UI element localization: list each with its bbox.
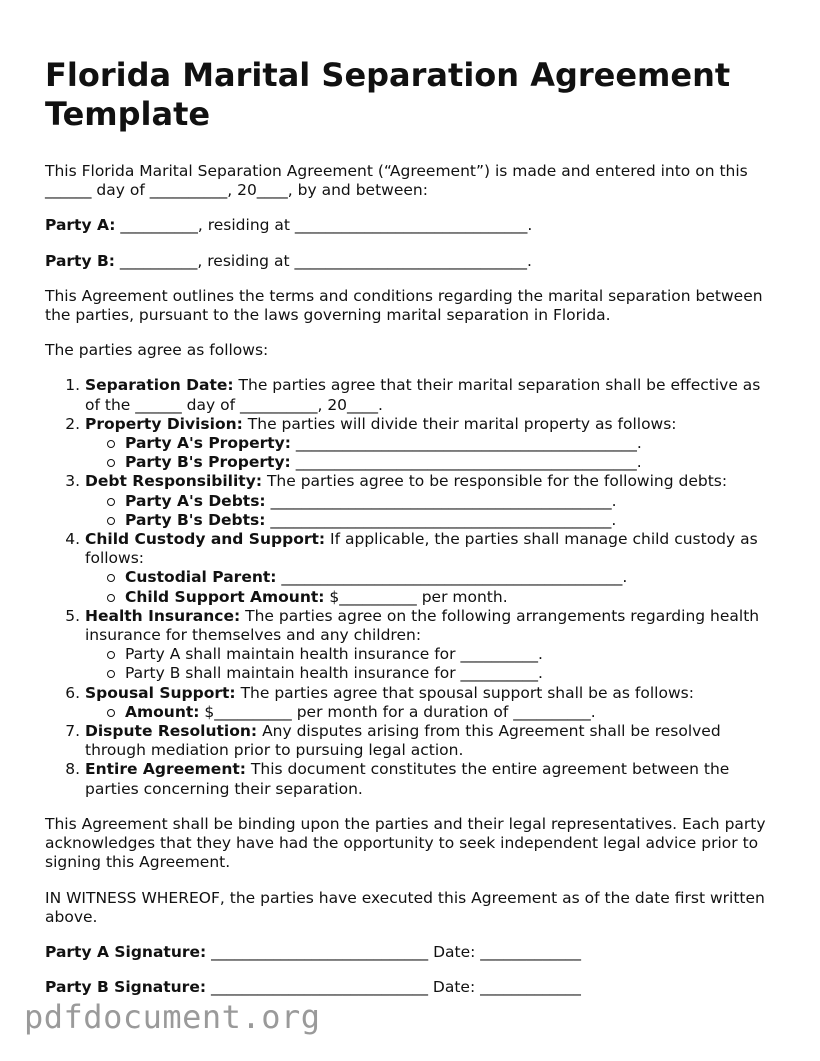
sub-label: Custodial Parent: bbox=[125, 568, 277, 587]
sub-item bbox=[125, 703, 780, 722]
term-spousal-support bbox=[85, 684, 780, 722]
watermark: pdfdocument.org bbox=[24, 998, 321, 1036]
sub-label: Party B's Property: bbox=[125, 453, 291, 472]
signature-text: ____________________________ Date: _____________ bbox=[206, 942, 582, 961]
sub-text: $__________ per month for a duration of __________. bbox=[199, 702, 596, 721]
sub-text: Party B shall maintain health insurance for __________. bbox=[125, 664, 543, 683]
term-label: Entire Agreement: bbox=[85, 760, 246, 779]
sub-text: ____________________________________________. bbox=[265, 491, 617, 510]
term-text: If applicable, the parties shall manage child custody as follows: bbox=[85, 530, 758, 568]
witness-paragraph: IN WITNESS WHEREOF, the parties have executed this Agreement as of the date first written above. bbox=[45, 888, 765, 926]
term-dispute-resolution bbox=[85, 722, 780, 760]
sub-item bbox=[125, 568, 780, 587]
term-text: The parties agree to be responsible for the following debts: bbox=[262, 472, 728, 491]
term-text: Any disputes arising from this Agreement shall be resolved through mediation prior to pursuing legal action. bbox=[85, 722, 721, 760]
sub-label: Amount: bbox=[125, 702, 200, 721]
party-a-line bbox=[45, 216, 780, 235]
terms-list bbox=[45, 376, 780, 798]
sub-label: Party A's Property: bbox=[125, 434, 291, 453]
term-text: The parties agree that spousal support shall be as follows: bbox=[235, 683, 694, 702]
sub-list bbox=[85, 434, 780, 472]
binding-paragraph: This Agreement shall be binding upon the parties and their legal representatives. Each party acknowledges that they have had the opportunity to seek independent legal advice prior to signing this Agreement. bbox=[45, 814, 766, 872]
sub-text: ____________________________________________. bbox=[276, 568, 628, 587]
term-entire-agreement bbox=[85, 760, 780, 798]
sub-label: Party B's Debts: bbox=[125, 510, 266, 529]
term-label: Property Division: bbox=[85, 414, 243, 433]
party-b-label: Party B: bbox=[45, 251, 115, 270]
sub-text: Party A shall maintain health insurance for __________. bbox=[125, 645, 543, 664]
sub-label: Child Support Amount: bbox=[125, 587, 325, 606]
sub-item bbox=[125, 434, 780, 453]
term-label: Health Insurance: bbox=[85, 606, 241, 625]
sub-list bbox=[85, 568, 780, 606]
document-page bbox=[45, 56, 780, 1013]
sub-list bbox=[85, 492, 780, 530]
term-child-custody bbox=[85, 530, 780, 607]
term-text: The parties will divide their marital property as follows: bbox=[242, 414, 677, 433]
agree-intro: The parties agree as follows: bbox=[45, 341, 269, 360]
sub-text: $__________ per month. bbox=[324, 587, 508, 606]
party-a-label: Party A: bbox=[45, 216, 116, 235]
term-text: The parties agree on the following arrangements regarding health insurance for themselves and any children: bbox=[85, 606, 760, 645]
term-label: Debt Responsibility: bbox=[85, 472, 263, 491]
term-separation-date bbox=[85, 376, 780, 414]
sub-text: ____________________________________________. bbox=[290, 434, 642, 453]
signature-label: Party B Signature: bbox=[45, 978, 207, 997]
term-text: The parties agree that their marital separation shall be effective as of the ______ day of __________, 20____. bbox=[85, 376, 761, 414]
term-label: Dispute Resolution: bbox=[85, 722, 258, 741]
sub-item bbox=[125, 588, 780, 607]
term-text: This document constitutes the entire agreement between the parties concerning their separation. bbox=[85, 760, 730, 798]
party-a-text: __________, residing at ______________________________. bbox=[115, 216, 533, 235]
signature-text: ____________________________ Date: _____________ bbox=[206, 978, 581, 997]
party-b-line bbox=[45, 252, 780, 271]
document-title: Florida Marital Separation Agreement Template bbox=[45, 56, 731, 133]
sub-item bbox=[125, 645, 780, 664]
signature-line-b bbox=[45, 978, 780, 997]
sub-item bbox=[125, 453, 780, 472]
sub-text: ____________________________________________. bbox=[265, 510, 617, 529]
sub-label: Party A's Debts: bbox=[125, 491, 266, 510]
outline-paragraph: This Agreement outlines the terms and conditions regarding the marital separation between the parties, pursuant to the laws governing marital separation in Florida. bbox=[45, 286, 763, 325]
term-health-insurance bbox=[85, 607, 780, 684]
sub-item bbox=[125, 511, 780, 530]
intro-paragraph: This Florida Marital Separation Agreement (“Agreement”) is made and entered into on this ______ day of __________, 20____, by and between: bbox=[45, 162, 748, 200]
sub-list bbox=[85, 645, 780, 683]
term-debt-responsibility bbox=[85, 472, 780, 530]
term-label: Separation Date: bbox=[85, 376, 234, 395]
term-label: Child Custody and Support: bbox=[85, 530, 326, 549]
signature-line-a bbox=[45, 943, 780, 962]
sub-item bbox=[125, 664, 780, 683]
sub-list bbox=[85, 703, 780, 722]
signature-label: Party A Signature: bbox=[45, 942, 207, 961]
term-property-division bbox=[85, 415, 780, 473]
sub-item bbox=[125, 492, 780, 511]
party-b-text: __________, residing at ______________________________. bbox=[114, 251, 532, 270]
sub-text: ____________________________________________. bbox=[290, 453, 642, 472]
term-label: Spousal Support: bbox=[85, 683, 236, 702]
